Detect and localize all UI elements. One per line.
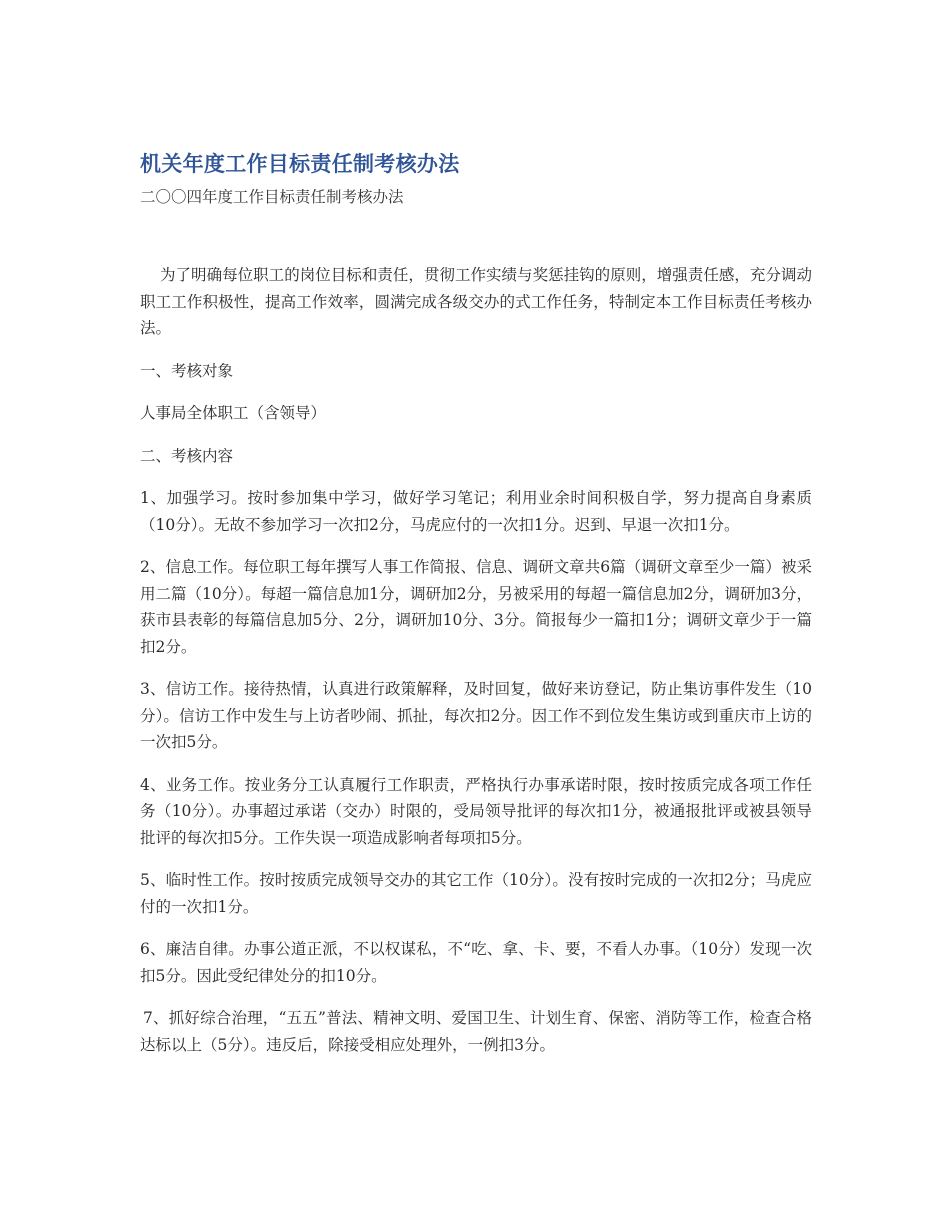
document-title: 机关年度工作目标责任制考核办法 (140, 152, 460, 176)
item-comprehensive-governance: 7、抓好综合治理，“五五”普法、精神文明、爱国卫生、计划生育、保密、消防等工作，检查合格达标以上（5分）。违反后，除接受相应处理外，一例扣3分。 (140, 1009, 812, 1054)
document-body (140, 262, 812, 1058)
section-heading-assessment-target: 一、考核对象 (140, 361, 234, 380)
assessment-target-text: 人事局全体职工（含领导） (140, 404, 327, 422)
document-content (140, 148, 812, 1074)
intro-paragraph: 为了明确每位职工的岗位目标和责任，贯彻工作实绩与奖惩挂钩的原则，增强责任感，充分调动职工工作积极性，提高工作效率，圆满完成各级交办的式工作任务，特制定本工作目标责任考核办法。 (140, 266, 812, 337)
document-subtitle: 二〇〇四年度工作目标责任制考核办法 (140, 188, 404, 206)
item-information-work: 2、信息工作。每位职工每年撰写人事工作简报、信息、调研文章共6篇（调研文章至少一篇）被采用二篇（10分）。每超一篇信息加1分，调研加2分，另被采用的每超一篇信息加2分，调研加3分，获市县表彰的每篇信息加5分、2分，调研加10分、3分。简报每少一篇扣1分；调研文章少于一篇扣2分。 (140, 558, 812, 656)
item-integrity: 6、廉洁自律。办事公道正派，不以权谋私，不“吃、拿、卡、要，不看人办事。（10分）发现一次扣5分。因此受纪律处分的扣10分。 (140, 940, 812, 985)
item-study: 1、加强学习。按时参加集中学习，做好学习笔记；利用业余时间积极自学，努力提高自身素质（10分）。无故不参加学习一次扣2分，马虎应付的一次扣1分。迟到、早退一次扣1分。 (140, 489, 812, 534)
item-business-work: 4、业务工作。按业务分工认真履行工作职责，严格执行办事承诺时限，按时按质完成各项工作任务（10分）。办事超过承诺（交办）时限的，受局领导批评的每次扣1分，被通报批评或被县领导批评的每次扣5分。工作失误一项造成影响者每项扣5分。 (140, 775, 812, 847)
section-heading-assessment-content: 二、考核内容 (140, 446, 234, 465)
item-temporary-work: 5、临时性工作。按时按质完成领导交办的其它工作（10分）。没有按时完成的一次扣2分；马虎应付的一次扣1分。 (140, 871, 812, 916)
item-petition-work: 3、信访工作。接待热情，认真进行政策解释，及时回复，做好来访登记，防止集访事件发生（10分）。信访工作中发生与上访者吵闹、抓扯，每次扣2分。因工作不到位发生集访或到重庆市上访的一次扣5分。 (140, 680, 812, 751)
